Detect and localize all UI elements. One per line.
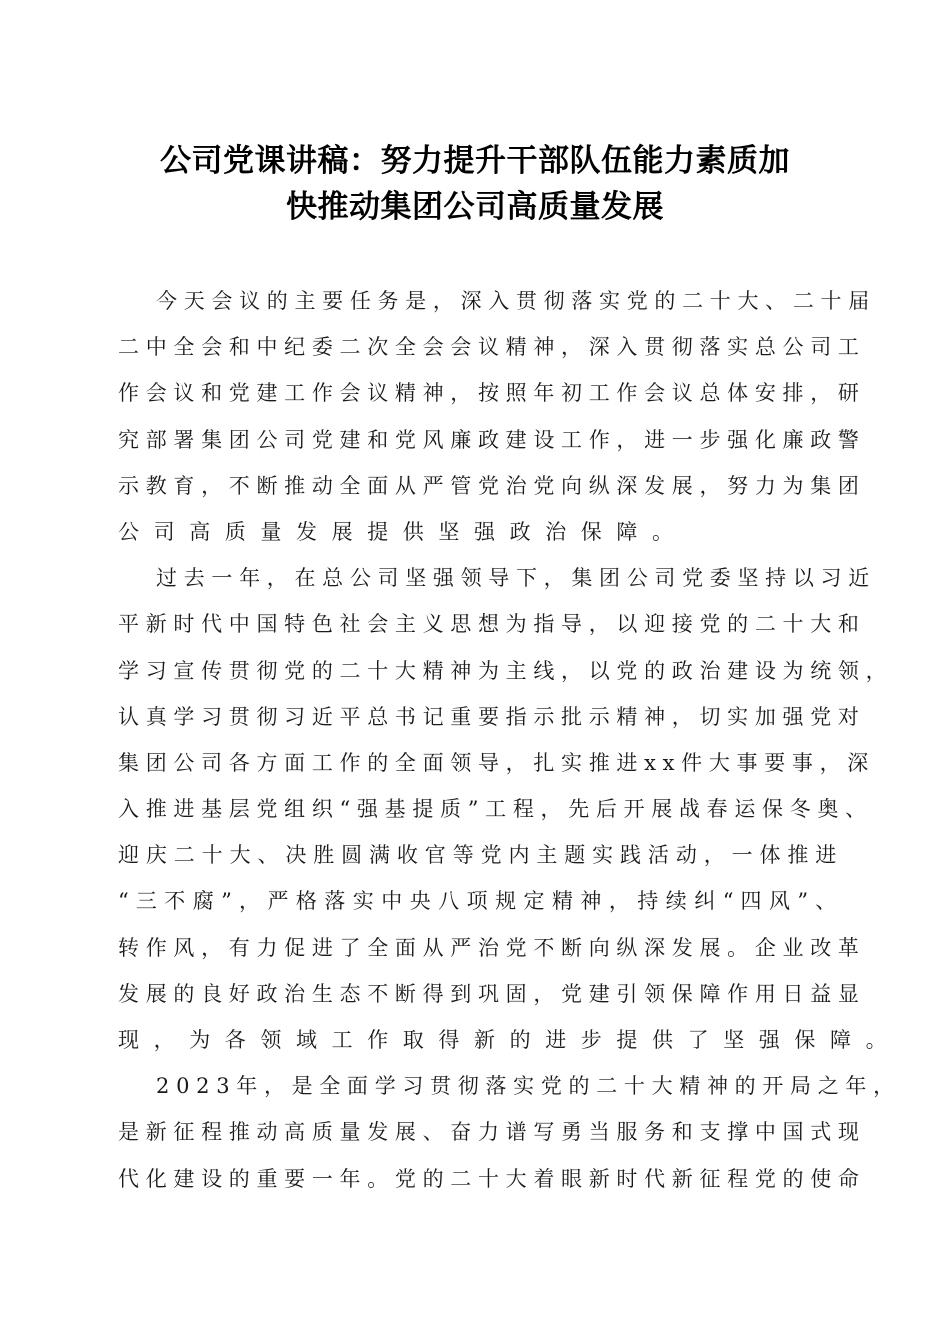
- text-line: 二 中 全 会 和 中 纪 委 二 次 全 会 会 议 精 神 ， 深 入 贯 彻 落 实 总 公 司 工: [118, 335, 859, 360]
- text-line: 学 习 宣 传 贯 彻 党 的 二 十 大 精 神 为 主 线 ， 以 党 的 政 治 建 设 为 统 领 ，: [118, 658, 887, 683]
- text-line: 公司高质量发展提供坚强政治保障。: [118, 519, 688, 544]
- text-line: 集 团 公 司 各 方 面 工 作 的 全 面 领 导 ， 扎 实 推 进 x x 件 大 事 要 事 ， 深: [118, 750, 869, 775]
- text-line: 究 部 署 集 团 公 司 党 建 和 党 风 廉 政 建 设 工 作 ， 进 一 步 强 化 廉 政 警: [118, 427, 859, 452]
- text-line: 示 教 育 ， 不 断 推 动 全 面 从 严 管 党 治 党 向 纵 深 发 展 ， 努 力 为 集 团: [118, 473, 859, 498]
- text-line: 发 展 的 良 好 政 治 生 态 不 断 得 到 巩 固 ， 党 建 引 领 保 障 作 用 日 益 显: [118, 981, 859, 1006]
- text-line: “ 三 不 腐 ” ， 严 格 落 实 中 央 八 项 规 定 精 神 ， 持 续 纠 “ 四 风 ” 、: [118, 889, 837, 914]
- text-line: 认 真 学 习 贯 彻 习 近 平 总 书 记 重 要 指 示 批 示 精 神 ， 切 实 加 强 党 对: [118, 704, 859, 729]
- text-line: 平 新 时 代 中 国 特 色 社 会 主 义 思 想 为 指 导 ， 以 迎 接 党 的 二 十 大 和: [118, 612, 859, 637]
- text-line: 2 0 2 3 年 ， 是 全 面 学 习 贯 彻 落 实 党 的 二 十 大 精 神 的 开 局 之 年 ，: [156, 1074, 895, 1099]
- title-line-2: 快推动集团公司高质量发展: [286, 189, 664, 225]
- title-line-1: 公司党课讲稿：努力提升干部队伍能力素质加: [160, 143, 790, 179]
- text-line: 是 新 征 程 推 动 高 质 量 发 展 、 奋 力 谱 写 勇 当 服 务 和 支 撑 中 国 式 现: [118, 1120, 859, 1145]
- paragraph-2: [118, 555, 902, 1063]
- text-line: 现，为各领域工作取得新的进步提供了坚强保障。: [118, 1028, 902, 1052]
- paragraph-3: [118, 1063, 895, 1202]
- text-line: 代 化 建 设 的 重 要 一 年 。 党 的 二 十 大 着 眼 新 时 代 新 征 程 党 的 使 命: [118, 1166, 859, 1191]
- paragraph-1: [118, 278, 870, 555]
- text-line: 今 天 会 议 的 主 要 任 务 是 ， 深 入 贯 彻 落 实 党 的 二 十 大 、 二 十 届: [156, 289, 870, 313]
- text-line: 迎 庆 二 十 大 、 决 胜 圆 满 收 官 等 党 内 主 题 实 践 活 动 ， 一 体 推 进: [118, 843, 837, 868]
- text-line: 入 推 进 基 层 党 组 织 “ 强 基 提 质 ” 工 程 ， 先 后 开 展 战 春 运 保 冬 奥 、: [118, 797, 867, 822]
- document-title: [100, 138, 850, 230]
- text-line: 作 会 议 和 党 建 工 作 会 议 精 神 ， 按 照 年 初 工 作 会 议 总 体 安 排 ， 研: [118, 381, 859, 406]
- text-line: 转 作 风 ， 有 力 促 进 了 全 面 从 严 治 党 不 断 向 纵 深 发 展 。 企 业 改 革: [118, 935, 859, 960]
- document-body: [118, 278, 902, 1202]
- text-line: 过 去 一 年 ， 在 总 公 司 坚 强 领 导 下 ， 集 团 公 司 党 委 坚 持 以 习 近: [156, 566, 870, 591]
